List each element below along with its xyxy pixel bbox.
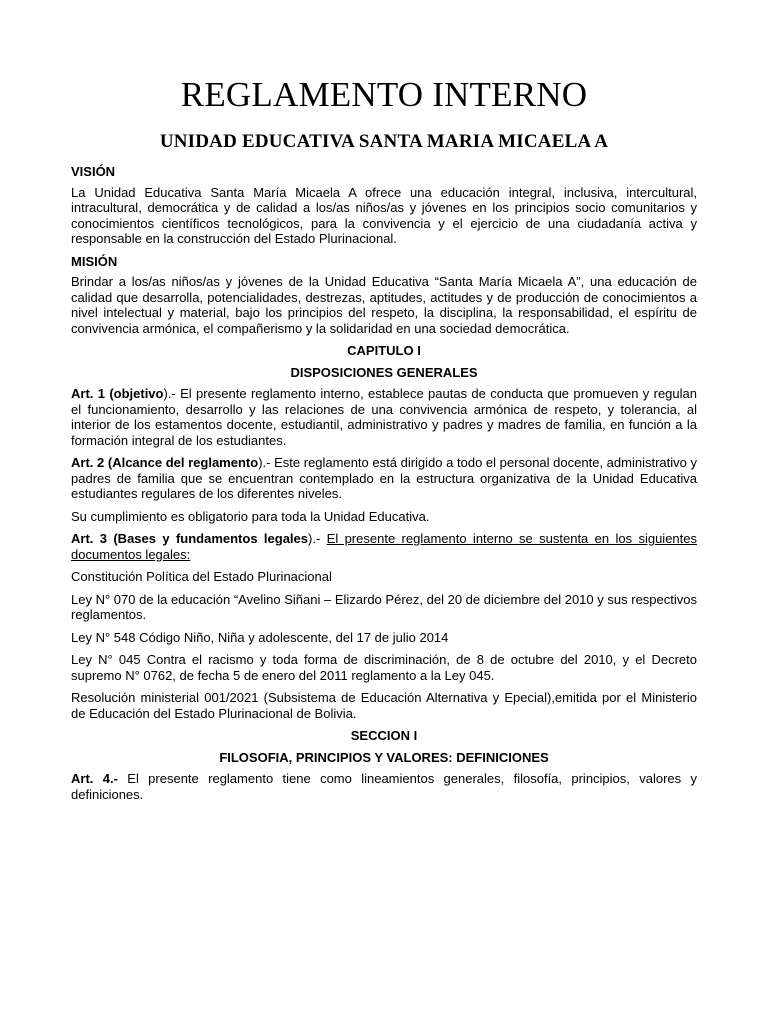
article-1-label: Art. 1 (objetivo (71, 386, 164, 401)
document-body (71, 70, 697, 809)
article-3-label: Art. 3 (Bases y fundamentos legales (71, 531, 309, 546)
article-1 (71, 386, 697, 448)
capitulo-subheading: DISPOSICIONES GENERALES (290, 364, 478, 380)
legal-item: Ley N° 045 Contra el racismo y toda forma de discriminación, de 8 de octubre del 2010, y el Decreto supremo N° 0762, de fecha 5 de enero del 2011 reglamento a la Ley 045. (71, 652, 697, 683)
legal-item: Resolución ministerial 001/2021 (Subsistema de Educación Alternativa y Epecial),emitida por el Ministerio de Educación del Estado Plurinacional de Bolivia. (71, 690, 697, 721)
article-4 (71, 771, 697, 802)
document-title: REGLAMENTO INTERNO (180, 75, 588, 114)
article-3-text: El presente reglamento interno se sustenta en los siguientes documentos legales: (71, 531, 697, 562)
legal-item: Ley N° 548 Código Niño, Niña y adolescente, del 17 de julio 2014 (71, 629, 449, 645)
article-2 (71, 455, 697, 502)
article-3 (71, 531, 697, 562)
article-1-suffix: ).- (163, 386, 181, 401)
cumplimiento-text: Su cumplimiento es obligatorio para toda la Unidad Educativa. (71, 508, 430, 524)
article-1-text: El presente reglamento interno, establece pautas de conducta que promueven y regulan el funcionamiento, desarrollo y las relaciones de una convivencia armónica de respeto, y tolerancia, al interior de los estamentos docente, estudiantil, administrativo y padres y madres de familia, en función a la formación integral de los estudiantes. (71, 386, 697, 448)
vision-text: La Unidad Educativa Santa María Micaela A ofrece una educación integral, inclusiva, intercultural, intracultural, democrática y de calidad a los/as niños/as y jóvenes en los principios socio comunitarios y conocimientos científicos tecnológicos, para la convivencia y el ejercicio de una ciudadanía activa y responsable en la construcción del Estado Plurinacional. (71, 184, 697, 246)
mision-text: Brindar a los/as niños/as y jóvenes de la Unidad Educativa “Santa María Micaela A”, una educación de calidad que desarrolla, potencialidades, destrezas, aptitudes, actitudes y de producción de conocimientos a nivel intelectual y material, bajo los principios del respeto, la disciplina, la responsabilidad, el espíritu de convivencia armónica, el compañerismo y la solidaridad en una sociedad democrática. (71, 274, 697, 336)
vision-heading: VISIÓN (71, 164, 116, 179)
seccion-subheading: FILOSOFIA, PRINCIPIOS Y VALORES: DEFINICIONES (219, 749, 549, 765)
article-3-suffix: ).- (308, 531, 327, 546)
article-2-suffix: ).- (258, 455, 275, 470)
legal-item: Constitución Política del Estado Plurinacional (71, 569, 332, 584)
document-subtitle: UNIDAD EDUCATIVA SANTA MARIA MICAELA A (159, 131, 609, 152)
seccion-heading: SECCION I (350, 728, 418, 743)
legal-item: Ley N° 070 de la educación “Avelino Siñani – Elizardo Pérez, del 20 de diciembre del 2010 y sus respectivos reglamentos. (71, 591, 697, 622)
article-2-label: Art. 2 (Alcance del reglamento (71, 455, 259, 470)
mision-heading: MISIÓN (71, 253, 118, 269)
article-4-text: El presente reglamento tiene como lineamientos generales, filosofía, principios, valores y definiciones. (71, 771, 698, 802)
capitulo-heading: CAPITULO I (347, 343, 421, 358)
article-2-text: Este reglamento está dirigido a todo el personal docente, administrativo y padres de familia que se encuentran contemplado en la estructura organizativa de la Unidad Educativa estudiantes regulares de los diferentes niveles. (71, 455, 697, 501)
article-4-label: Art. 4.- (71, 771, 118, 786)
